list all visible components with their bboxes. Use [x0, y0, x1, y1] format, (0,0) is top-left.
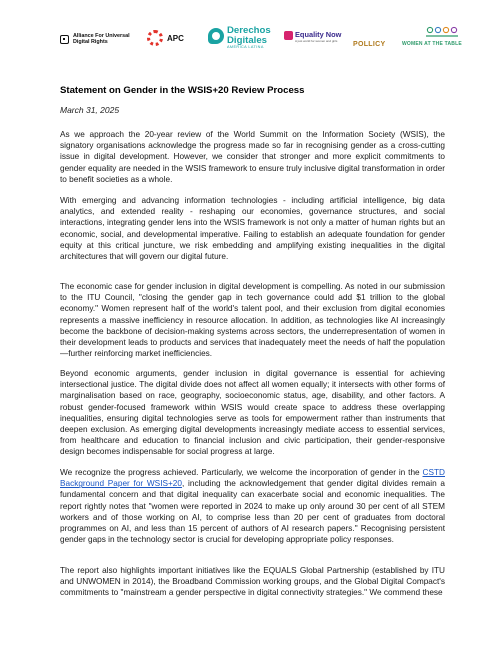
equality-now-tagline: A just world for women and girls	[295, 39, 338, 43]
document-title: Statement on Gender in the WSIS+20 Review Process	[60, 85, 305, 96]
paragraph-5	[60, 467, 445, 545]
table-people-icon	[424, 26, 460, 38]
equality-mark-icon	[284, 31, 293, 40]
pollicy-logo	[353, 33, 389, 63]
speech-bubble-icon	[208, 28, 224, 44]
derechos-digitales-logo	[208, 26, 280, 56]
women-at-the-table-logo	[402, 26, 484, 56]
paragraph-2: With emerging and advancing information technologies - including artificial intelligence, big data analytics, and extended reality - reshaping our economies, governance structures, and social interactions, integrating gender lens into the WSIS framework is not only a matter of human rights but an economic, social, and developmental imperative. Failing to establish an adequate foundation for gender equity at this critical juncture, we risk embedding and amplifying existing inequalities in the digital architectures that will govern our digital future.	[60, 196, 445, 262]
apc-logo-text: APC	[167, 34, 184, 43]
women-at-the-table-text: WOMEN AT THE TABLE	[402, 41, 462, 47]
paragraph-4: Beyond economic arguments, gender inclusion in digital governance is essential for achieving intersectional justice. The digital divide does not affect all women equally; it intersects with other forms of marginalisation based on race, geography, socioeconomic status, age, disability, and other factors. A robust gender-focused framework within WSIS would create space to address these overlapping inequalities, ensuring digital technologies serve as tools for empowerment rather than instruments that deepen exclusion. As emerging digital developments increasingly mediate access to essential services, from healthcare and education to financial inclusion and civic participation, their gender-responsive design becomes indispensable for social progress at large.	[60, 369, 445, 457]
derechos-logo-text: Derechos Digitales	[227, 25, 271, 46]
paragraph-5-rest: , including the acknowledgement that gender digital divides remain a fundamental concern and that digital inequality can exacerbate social and economic inequalities. The report rightly notes that "women were reported in 2024 to make up only around 30 per cent of all STEM workers and of those working on AI, to comprise less than 20 per cent of graduates from doctoral programmes on AI, and less than 15 percent of authors of AI research papers." Recognising persistent gender gaps in the technology sector is crucial for developing appropriate policy responses.	[60, 479, 445, 545]
derechos-logo-subtext: AMÉRICA LATINA	[227, 45, 264, 49]
partner-logos	[60, 26, 483, 56]
paragraph-1: As we approach the 20-year review of the World Summit on the Information Society (WSIS), the signatory organisations acknowledge the progress made so far in recognising gender as a cross-cutting issue in digital development. However, we consider that stronger and more explicit commitments to gender equality are needed in the WSIS framework to ensure truly inclusive digital transformation in order to benefit societies as a whole.	[60, 130, 445, 184]
document-date: March 31, 2025	[60, 105, 120, 115]
pollicy-logo-text: POLLICY	[353, 41, 386, 48]
paragraph-6: The report also highlights important initiatives like the EQUALS Global Partnership (established by ITU and UNWOMEN in 2014), the Broadband Commission working groups, and the Global Digital Compact's commitments to "mainstream a gender perspective in digital connectivity strategies." We commend these	[60, 566, 445, 598]
alliance-mark-icon	[60, 35, 69, 44]
equality-now-text: Equality Now	[295, 30, 342, 39]
alliance-logo-text: Alliance For Universal Digital Rights	[73, 33, 130, 45]
paragraph-3: The economic case for gender inclusion in digital development is compelling. As noted in our submission to the ITU Council, "closing the gender gap in tech governance could add $1 trillion to the global economy." Women represent half of the world's talent pool, and their exclusion from digital economies represents a massive inefficiency in resource allocation. In addition, as technologies like AI increasingly become the backbone of decision-making systems across sectors, the underrepresentation of women in their development leads to products and services that inadequately meet the needs of half the population—further reinforcing market inefficiencies.	[60, 282, 445, 359]
cstd-background-paper-link[interactable]: CSTD Background Paper for WSIS+20	[60, 468, 445, 489]
apc-logo	[147, 30, 187, 60]
paragraph-5-lead: We recognize the progress achieved. Particularly, we welcome the incorporation of gender in the	[60, 468, 423, 477]
equality-now-logo	[284, 31, 340, 61]
apc-ring-icon	[147, 30, 163, 46]
alliance-logo	[60, 33, 140, 63]
